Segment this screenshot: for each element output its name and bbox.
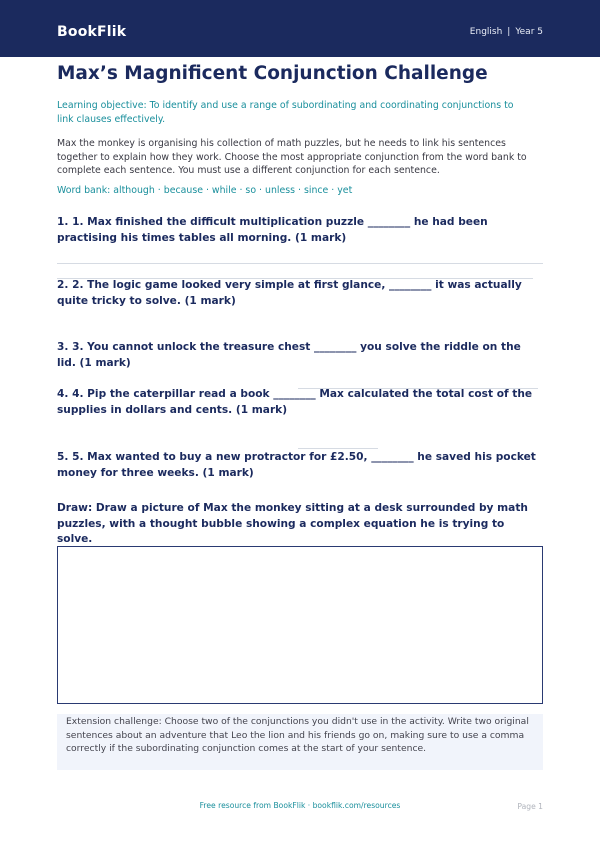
page-number: Page 1	[517, 802, 543, 811]
extension-challenge-box	[57, 714, 543, 770]
word-bank: Word bank: although · because · while · so · unless · since · yet	[57, 185, 353, 196]
answer-line-4	[298, 388, 538, 389]
brand-logo-text: BookFlik	[57, 24, 127, 40]
instructions-text: Max the monkey is organising his collection of math puzzles, but he needs to link his sentences together to explain how they work. Choose the most appropriate conjunction from the word bank to complete each sentence. You must use a different conjunction for each sentence.	[57, 138, 527, 176]
answer-line-5	[298, 448, 378, 449]
draw-prompt: Draw: Draw a picture of Max the monkey sitting at a desk surrounded by math puzzles, with a thought bubble showing a complex equation he is trying to solve.	[57, 502, 528, 545]
question-4: 4. 4. Pip the caterpillar read a book ________ Max calculated the total cost of the supplies in dollars and cents. (1 mark)	[57, 388, 533, 416]
drawing-area[interactable]	[57, 546, 543, 704]
question-2: 2. 2. The logic game looked very simple at first glance, ________ it was actually quite tricky to solve. (1 mark)	[57, 279, 522, 307]
header-bar	[0, 0, 600, 57]
answer-line-2	[57, 278, 533, 279]
year-label: Year 5	[515, 27, 543, 37]
subject-label: English	[469, 27, 503, 37]
worksheet-title: Max’s Magnificent Conjunction Challenge	[57, 63, 488, 84]
learning-objective: Learning objective: To identify and use a range of subordinating and coordinating conjunctions to link clauses effectively.	[57, 100, 514, 125]
question-3: 3. 3. You cannot unlock the treasure chest ________ you solve the riddle on the lid. (1 mark)	[57, 341, 521, 369]
footer-link[interactable]: Free resource from BookFlik · bookflik.com/resources	[199, 801, 401, 810]
extension-challenge-text: Extension challenge: Choose two of the conjunctions you didn't use in the activity. Write two original sentences about an adventure that Leo the lion and his friends go on, making sure to use a comma correctly if the subordinating conjunction comes at the start of your sentence.	[66, 716, 529, 754]
answer-line-1	[57, 263, 543, 264]
question-5: 5. 5. Max wanted to buy a new protractor for £2.50, ________ he saved his pocket money for three weeks. (1 mark)	[57, 451, 536, 479]
subject-year-label	[470, 27, 543, 37]
meta-divider: |	[507, 27, 511, 37]
question-1: 1. 1. Max finished the difficult multiplication puzzle ________ he had been practising his times tables all morning. (1 mark)	[57, 216, 488, 244]
